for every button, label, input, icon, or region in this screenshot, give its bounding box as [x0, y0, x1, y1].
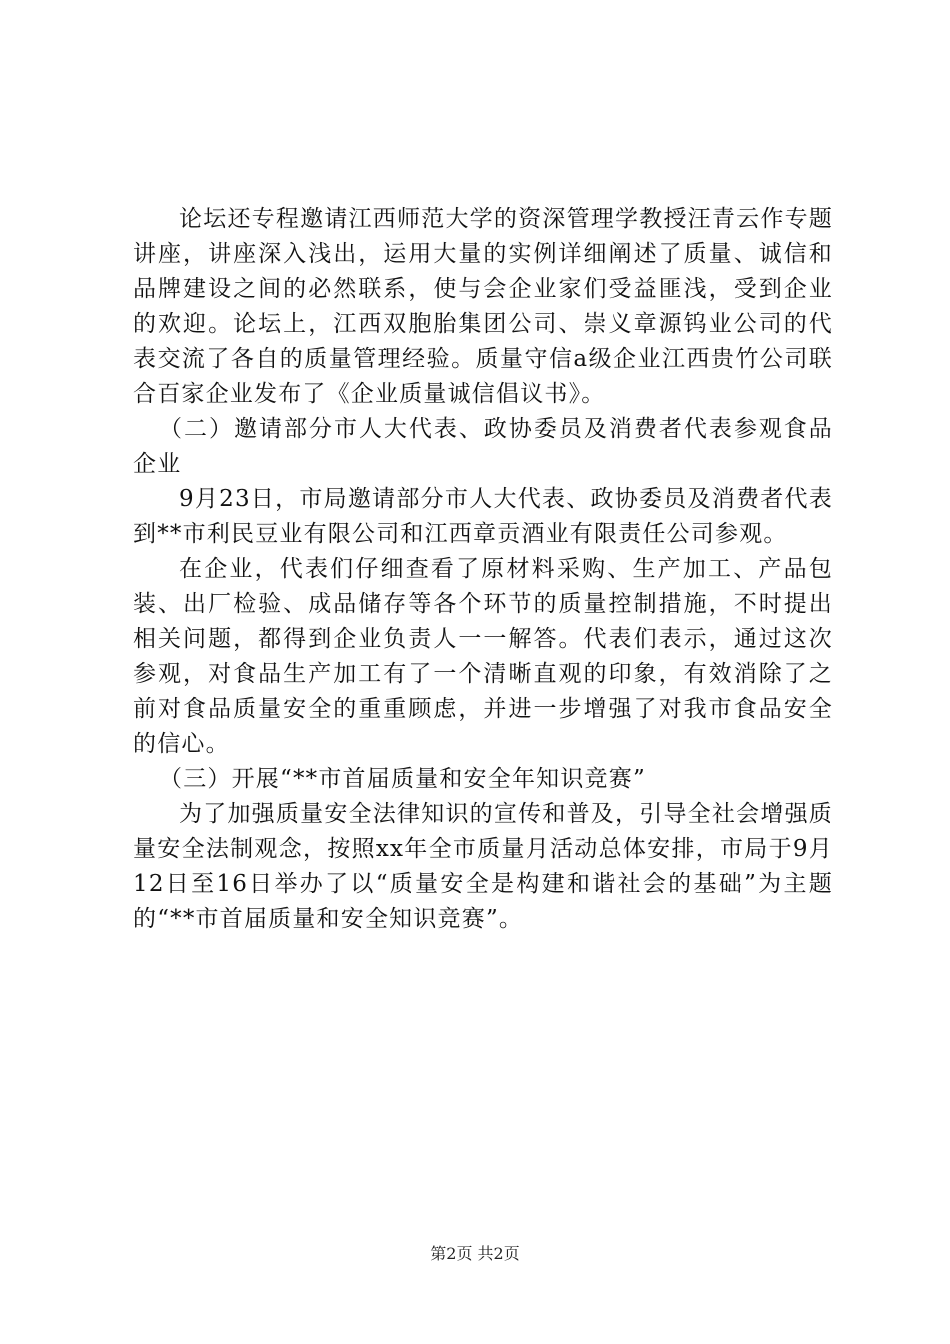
paragraph-knowledge-contest: 为了加强质量安全法律知识的宣传和普及，引导全社会增强质量安全法制观念，按照xx年全市质量月活动总体安排，市局于9月12日至16日举办了以“质量安全是构建和谐社会的基础”为主题的“**市首届质量和安全知识竞赛”。	[133, 801, 833, 932]
paragraph-visit-date: 9月23日，市局邀请部分市人大代表、政协委员及消费者代表到**市利民豆业有限公司和江西章贡酒业有限责任公司参观。	[133, 486, 833, 547]
paragraph-visit-details: 在企业，代表们仔细查看了原材料采购、生产加工、产品包装、出厂检验、成品储存等各个环节的质量控制措施，不时提出相关问题，都得到企业负责人一一解答。代表们表示，通过这次参观，对食品生产加工有了一个清晰直观的印象，有效消除了之前对食品质量安全的重重顾虑，并进一步增强了对我市食品安全的信心。	[133, 556, 833, 757]
section-heading-3: （三）开展“**市首届质量和安全年知识竞赛”	[159, 766, 646, 792]
section-heading-2: （二）邀请部分市人大代表、政协委员及消费者代表参观食品企业	[133, 416, 833, 477]
document-body	[133, 202, 833, 937]
paragraph-forum-lecture: 论坛还专程邀请江西师范大学的资深管理学教授汪青云作专题讲座，讲座深入浅出，运用大量的实例详细阐述了质量、诚信和品牌建设之间的必然联系，使与会企业家们受益匪浅，受到企业的欢迎。论坛上，江西双胞胎集团公司、崇义章源钨业公司的代表交流了各自的质量管理经验。质量守信a级企业江西贵竹公司联合百家企业发布了《企业质量诚信倡议书》。	[133, 206, 833, 407]
page-footer: 第2页 共2页	[430, 1244, 520, 1263]
